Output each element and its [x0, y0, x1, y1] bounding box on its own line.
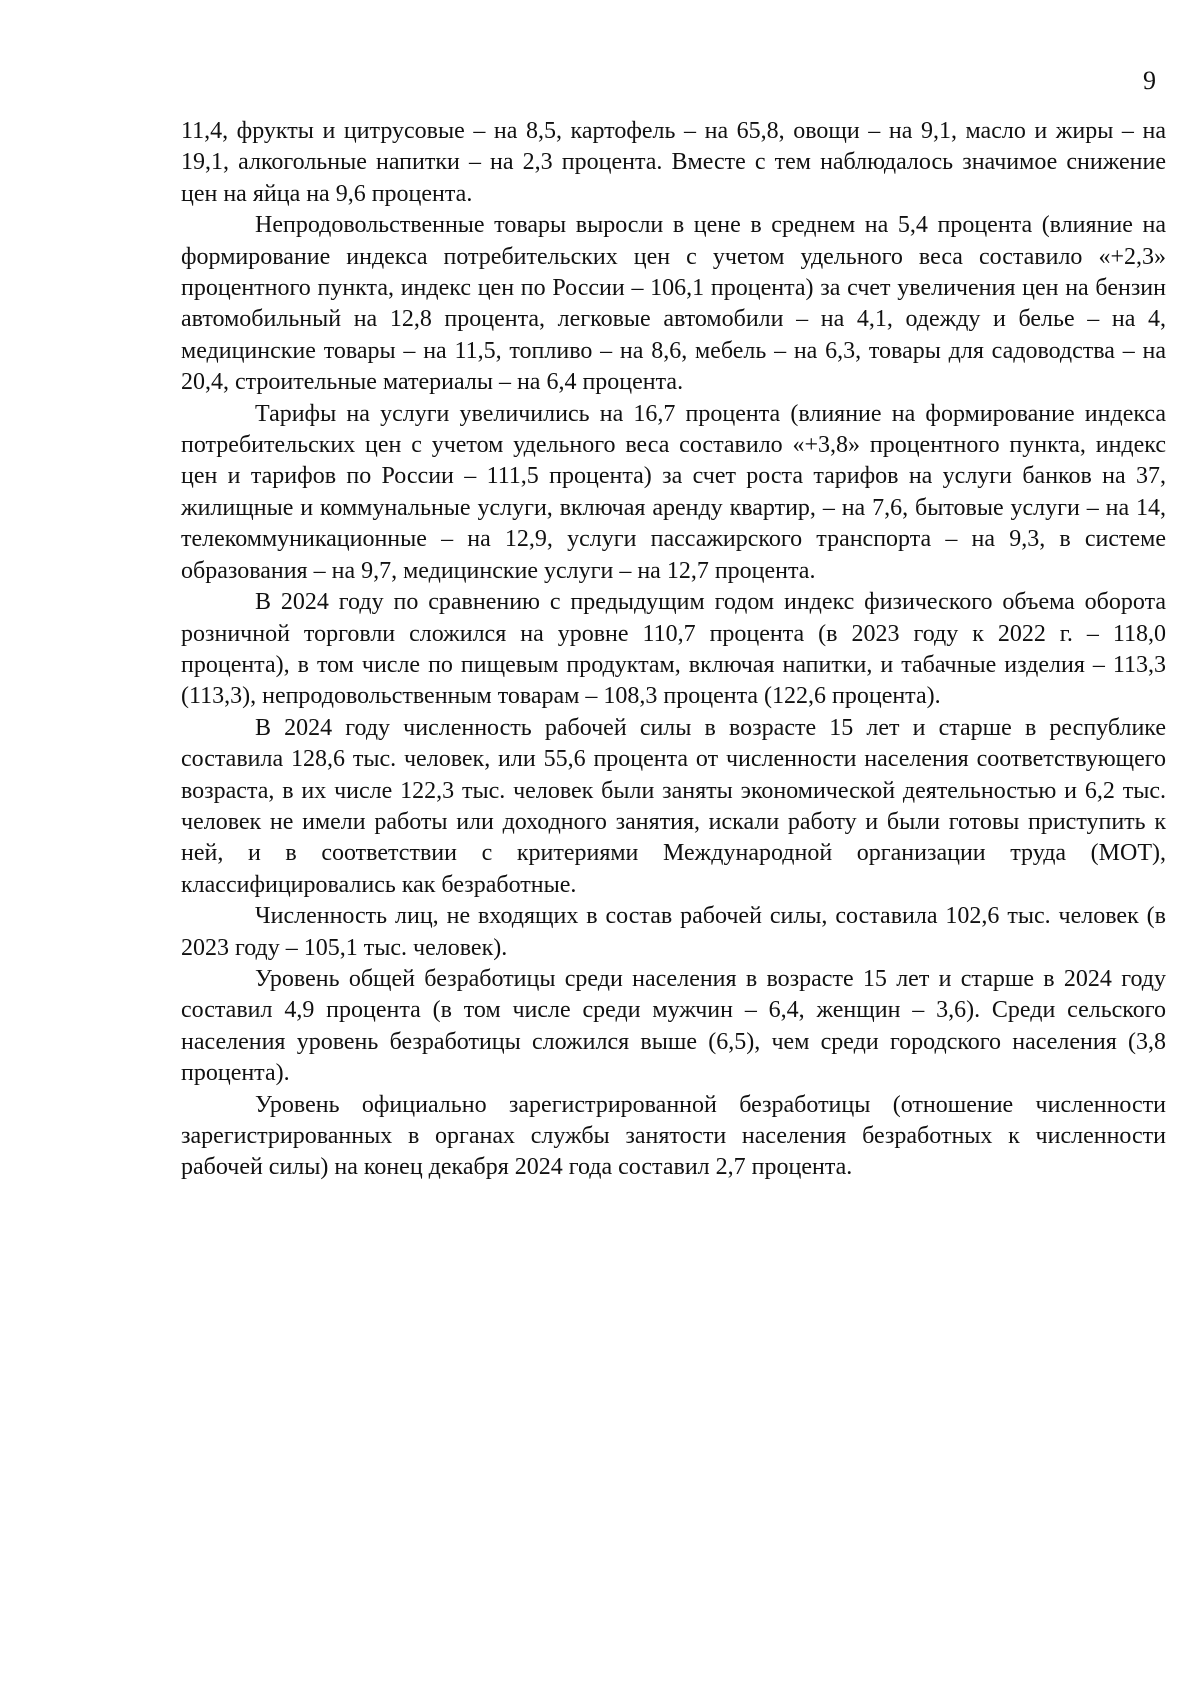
paragraph-registered-unemployment: Уровень официально зарегистрированной безработицы (отношение численности зарегистрированных в органах службы занятости населения безработных к численности рабочей силы) на конец декабря 2024 года составил 2,7 процента. [181, 1091, 1166, 1181]
paragraph-labour-force: В 2024 году численность рабочей силы в возрасте 15 лет и старше в республике составила 128,6 тыс. человек, или 55,6 процента от численности населения соответствующего возраста, в их числе 122,3 тыс. человек были заняты экономической деятельностью и 6,2 тыс. человек не имели работы или доходного занятия, искали работу и были готовы приступить к ней, и в соответствии с критериями Международной организации труда (МОТ), классифицировались как безработные. [181, 714, 1166, 898]
paragraph-unemployment-rate: Уровень общей безработицы среди населения в возрасте 15 лет и старше в 2024 году составил 4,9 процента (в том числе среди мужчин – 6,4, женщин – 3,6). Среди сельского населения уровень безработицы сложился выше (6,5), чем среди городского населения (3,8 процента). [181, 965, 1166, 1087]
paragraph-service-tariffs: Тарифы на услуги увеличились на 16,7 процента (влияние на формирование индекса потребительских цен с учетом удельного веса составило «+3,8» процентного пункта, индекс цен и тарифов по России – 111,5 процента) за счет роста тарифов на услуги банков на 37, жилищные и коммунальные услуги, включая аренду квартир, – на 7,6, бытовые услуги – на 14, телекоммуникационные – на 12,9, услуги пассажирского транспорта – на 9,3, в системе образования – на 9,7, медицинские услуги – на 12,7 процента. [181, 400, 1166, 584]
paragraph-nonfood-prices: Непродовольственные товары выросли в цене в среднем на 5,4 процента (влияние на формирование индекса потребительских цен с учетом удельного веса составило «+2,3» процентного пункта, индекс цен по России – 106,1 процента) за счет увеличения цен на бензин автомобильный на 12,8 процента, легковые автомобили – на 4,1, одежду и белье – на 4, медицинские товары – на 11,5, топливо – на 8,6, мебель – на 6,3, товары для садоводства – на 20,4, строительные материалы – на 6,4 процента. [181, 212, 1166, 396]
paragraph-outside-labour-force: Численность лиц, не входящих в состав рабочей силы, составила 102,6 тыс. человек (в 2023 году – 105,1 тыс. человек). [181, 903, 1166, 961]
paragraph-retail-turnover: В 2024 году по сравнению с предыдущим годом индекс физического объема оборота розничной торговли сложился на уровне 110,7 процента (в 2023 году к 2022 г. – 118,0 процента), в том числе по пищевым продуктам, включая напитки, и табачные изделия – 113,3 (113,3), непродовольственным товарам – 108,3 процента (122,6 процента). [181, 589, 1166, 710]
document-body [181, 116, 1166, 1184]
paragraph-food-prices: 11,4, фрукты и цитрусовые – на 8,5, картофель – на 65,8, овощи – на 9,1, масло и жиры – на 19,1, алкогольные напитки – на 2,3 процента. Вместе с тем наблюдалось значимое снижение цен на яйца на 9,6 процента. [181, 118, 1166, 207]
page-number: 9 [1143, 66, 1156, 95]
